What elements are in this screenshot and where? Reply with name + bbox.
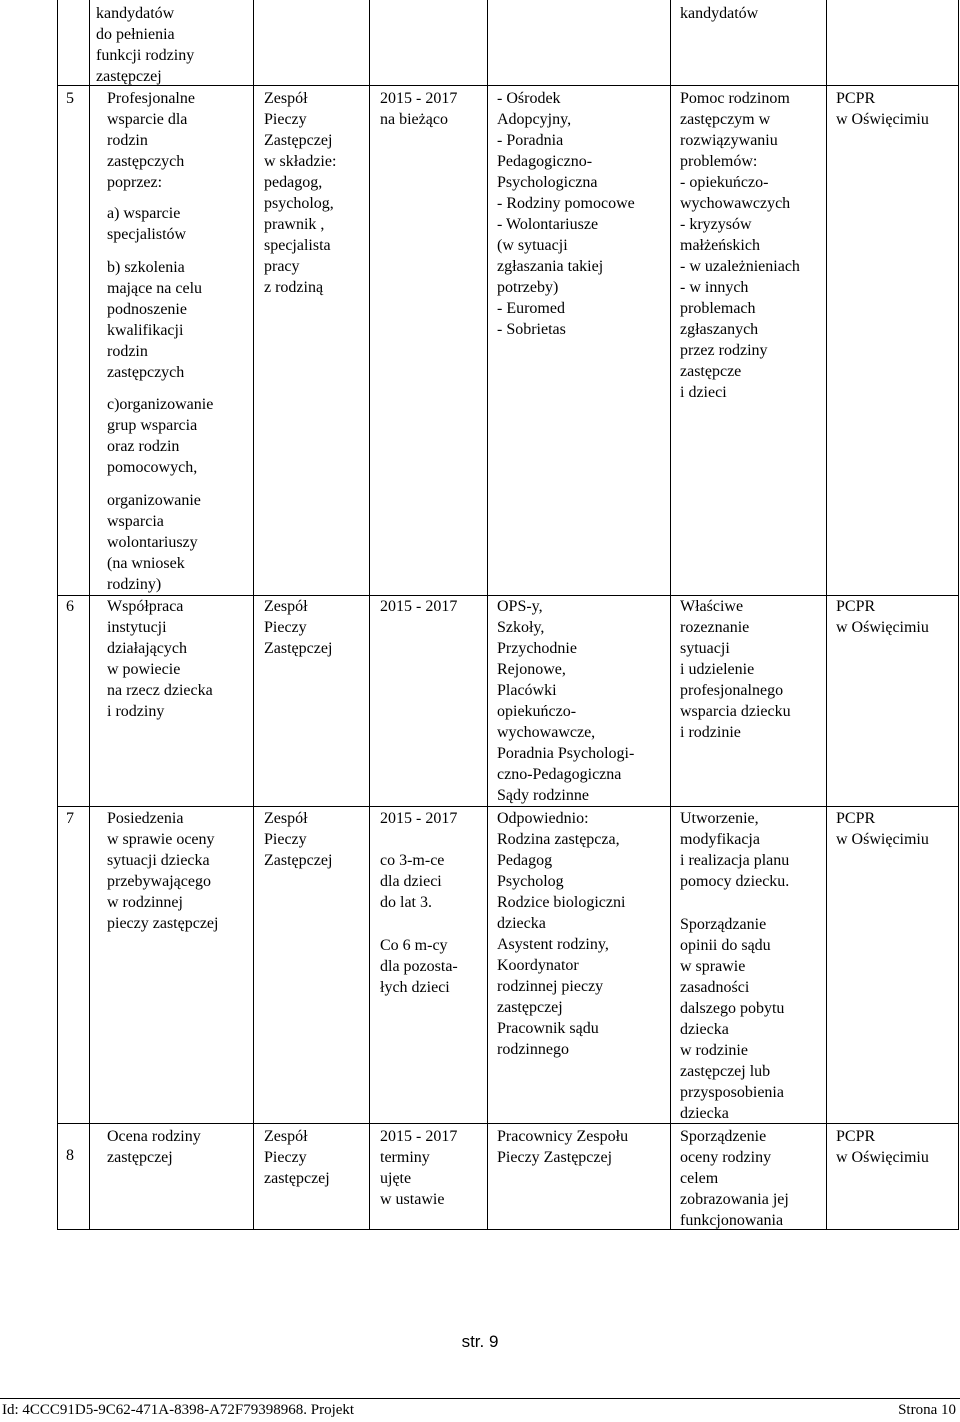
row8-period bbox=[380, 1126, 457, 1210]
cell-text-line: Zespół bbox=[264, 598, 308, 615]
cell-text-line: 8 bbox=[66, 1147, 74, 1164]
cell-text-line: Zastępczej bbox=[264, 852, 333, 869]
row7-executor bbox=[836, 808, 929, 850]
cell-text-line: Posiedzenia bbox=[107, 810, 184, 827]
cell-text-line: celem bbox=[680, 1170, 719, 1187]
row7-period bbox=[380, 808, 457, 829]
row5-task bbox=[107, 88, 195, 193]
cell-text-line: Sporządzenie bbox=[680, 1128, 767, 1145]
cell-text-line: 6 bbox=[66, 598, 74, 615]
cell-text-line: profesjonalnego bbox=[680, 682, 784, 699]
footer-page-label: Strona 10 bbox=[898, 1402, 956, 1418]
cell-text-line: Psychologiczna bbox=[497, 174, 598, 191]
cell-text-line: 5 bbox=[66, 90, 74, 107]
row6-number bbox=[66, 596, 74, 617]
cell-text-line: Zespół bbox=[264, 90, 308, 107]
cell-text-line: działających bbox=[107, 640, 187, 657]
cell-text-line: Pracownik sądu bbox=[497, 1020, 599, 1037]
cell-text-line: 2015 - 2017 bbox=[380, 1128, 458, 1145]
cell-text-line: instytucji bbox=[107, 619, 167, 636]
cell-text-line: PCPR bbox=[836, 598, 876, 615]
cell-text-line: 2015 - 2017 bbox=[380, 810, 458, 827]
cell-text-line: opiekuńczo- bbox=[497, 703, 577, 720]
cell-text-line: wolontariuszy bbox=[107, 534, 198, 551]
cell-text-line: opinii do sądu bbox=[680, 937, 771, 954]
cell-text-line: Szkoły, bbox=[497, 619, 545, 636]
cell-text-line: w sprawie bbox=[680, 958, 746, 975]
cell-text-line: kwalifikacji bbox=[107, 322, 184, 339]
cell-text-line: funkcji rodziny bbox=[96, 47, 195, 64]
cell-text-line: Pieczy bbox=[264, 831, 307, 848]
cell-text-line: przysposobienia bbox=[680, 1084, 784, 1101]
row5-number bbox=[66, 88, 74, 109]
cell-text-line: Adopcyjny, bbox=[497, 111, 572, 128]
cell-text-line: PCPR bbox=[836, 810, 876, 827]
cell-text-line: czno-Pedagogiczna bbox=[497, 766, 622, 783]
cell-text-line: i dzieci bbox=[680, 384, 727, 401]
cell-text-line: małżeńskich bbox=[680, 237, 760, 254]
cell-text-line: - Poradnia bbox=[497, 132, 564, 149]
cell-text-line: Zespół bbox=[264, 810, 308, 827]
row6-executor bbox=[836, 596, 929, 638]
cell-text-line: b) szkolenia bbox=[107, 259, 185, 276]
cell-text-line: pomocy dziecku. bbox=[680, 873, 790, 890]
cell-text-line: rodzin bbox=[107, 343, 148, 360]
cell-text-line: oceny rodziny bbox=[680, 1149, 772, 1166]
cell-text-line: wsparcia bbox=[107, 513, 164, 530]
row5-executor bbox=[836, 88, 929, 130]
table-column-divider bbox=[670, 0, 671, 1230]
cell-text-line: mające na celu bbox=[107, 280, 203, 297]
cell-text-line: - opiekuńczo- bbox=[680, 174, 769, 191]
footer-document-id: Id: 4CCC91D5-9C62-471A-8398-A72F79398968. Projekt bbox=[2, 1402, 355, 1418]
cell-text-line: Ocena rodziny bbox=[107, 1128, 201, 1145]
cell-text-line: psycholog, bbox=[264, 195, 334, 212]
cell-text-line: a) wsparcie bbox=[107, 205, 181, 222]
cell-text-line: z rodziną bbox=[264, 279, 324, 296]
cell-text-line: Koordynator bbox=[497, 957, 579, 974]
cell-text-line: rodzinnej pieczy bbox=[497, 978, 604, 995]
cell-text-line: Placówki bbox=[497, 682, 557, 699]
cell-text-line: ujęte bbox=[380, 1170, 412, 1187]
row8-number bbox=[66, 1145, 74, 1166]
table-column-divider bbox=[369, 0, 370, 1230]
cell-text-line: zgłaszania takiej bbox=[497, 258, 604, 275]
row8-task bbox=[107, 1126, 201, 1168]
cell-text-line: zasadności bbox=[680, 979, 750, 996]
cell-text-line: sytuacji bbox=[680, 640, 730, 657]
row7-effects bbox=[680, 808, 789, 892]
cell-text-line: problemach bbox=[680, 300, 756, 317]
cell-text-line: Odpowiednio: bbox=[497, 810, 589, 827]
cell-text-line: Sądy rodzinne bbox=[497, 787, 589, 804]
cell-text-line: i udzielenie bbox=[680, 661, 755, 678]
cell-text-line: 2015 - 2017 bbox=[380, 598, 458, 615]
cell-text-line: funkcjonowania bbox=[680, 1212, 784, 1229]
cell-text-line: do pełnienia bbox=[96, 26, 175, 43]
cell-text-line: Rodzina zastępcza, bbox=[497, 831, 620, 848]
cell-text-line: Psycholog bbox=[497, 873, 564, 890]
cell-text-line: - Ośrodek bbox=[497, 90, 561, 107]
cell-text-line: Zespół bbox=[264, 1128, 308, 1145]
cell-text-line: rozwiązywaniu bbox=[680, 132, 778, 149]
cell-text-line: Pieczy bbox=[264, 619, 307, 636]
cell-text-line: Profesjonalne bbox=[107, 90, 195, 107]
table-border-right bbox=[958, 0, 959, 1230]
cell-text-line: łych dzieci bbox=[380, 979, 450, 996]
row7-period-note-young bbox=[380, 850, 444, 913]
table-column-divider bbox=[487, 0, 488, 1230]
footer-divider bbox=[0, 1398, 960, 1399]
cell-continued-description bbox=[96, 3, 194, 87]
cell-text-line: i rodziny bbox=[107, 703, 165, 720]
cell-text-line: przez rodziny bbox=[680, 342, 768, 359]
cell-text-line: pomocowych, bbox=[107, 459, 198, 476]
cell-text-line: Pieczy bbox=[264, 111, 307, 128]
cell-text-line: Utworzenie, bbox=[680, 810, 759, 827]
cell-text-line: - Sobrietas bbox=[497, 321, 566, 338]
cell-text-line: rodziny) bbox=[107, 576, 162, 593]
cell-text-line: zgłaszanych bbox=[680, 321, 759, 338]
cell-text-line: zastępczych bbox=[107, 153, 185, 170]
cell-text-line: PCPR bbox=[836, 1128, 876, 1145]
cell-text-line: w powiecie bbox=[107, 661, 181, 678]
cell-text-line: zobrazowania jej bbox=[680, 1191, 789, 1208]
cell-text-line: (na wniosek bbox=[107, 555, 185, 572]
cell-text-line: Sporządzanie bbox=[680, 916, 767, 933]
table-border-left bbox=[57, 0, 58, 1230]
cell-text-line: na bieżąco bbox=[380, 111, 448, 128]
cell-text-line: Pedagog bbox=[497, 852, 553, 869]
cell-text-line: - Rodziny pomocowe bbox=[497, 195, 635, 212]
table-row-divider bbox=[57, 1123, 959, 1124]
cell-text-line: pedagog, bbox=[264, 174, 323, 191]
cell-text-line: Pieczy Zastępczej bbox=[497, 1149, 613, 1166]
row7-number bbox=[66, 808, 74, 829]
row5-task-item-b bbox=[107, 257, 202, 383]
cell-text-line: - w uzależnieniach bbox=[680, 258, 800, 275]
table-column-divider bbox=[253, 0, 254, 1230]
cell-text-line: terminy bbox=[380, 1149, 430, 1166]
cell-text-line: dalszego pobytu bbox=[680, 1000, 785, 1017]
row5-period bbox=[380, 88, 457, 130]
cell-text-line: Co 6 m-cy bbox=[380, 937, 448, 954]
cell-text-line: modyfikacja bbox=[680, 831, 760, 848]
cell-text-line: - Euromed bbox=[497, 300, 565, 317]
cell-text-line: c)organizowanie bbox=[107, 396, 214, 413]
cell-text-line: kandydatów bbox=[96, 5, 175, 22]
cell-text-line: rodzin bbox=[107, 132, 148, 149]
cell-text-line: w rodzinie bbox=[680, 1042, 748, 1059]
row6-task bbox=[107, 596, 213, 722]
cell-text-line: przebywającego bbox=[107, 873, 211, 890]
cell-text-line: organizowanie bbox=[107, 492, 201, 509]
cell-text-line: pieczy zastępczej bbox=[107, 915, 219, 932]
table-column-divider bbox=[826, 0, 827, 1230]
page-number: str. 9 bbox=[461, 1332, 499, 1351]
cell-text-line: - kryzysów bbox=[680, 216, 752, 233]
cell-text-line: w Oświęcimiu bbox=[836, 1149, 929, 1166]
cell-text-line: rozeznanie bbox=[680, 619, 750, 636]
cell-text-line: dziecka bbox=[497, 915, 546, 932]
cell-text-line: w Oświęcimiu bbox=[836, 111, 929, 128]
cell-text-line: problemów: bbox=[680, 153, 758, 170]
cell-text-line: dla pozosta- bbox=[380, 958, 458, 975]
cell-text-line: (w sytuacji bbox=[497, 237, 568, 254]
cell-text-line: Współpraca bbox=[107, 598, 184, 615]
cell-text-line: Asystent rodziny, bbox=[497, 936, 609, 953]
cell-text-line: dziecka bbox=[680, 1021, 729, 1038]
cell-text-line: oraz rodzin bbox=[107, 438, 180, 455]
row8-effects bbox=[680, 1126, 789, 1231]
cell-text-line: podnoszenie bbox=[107, 301, 187, 318]
row6-responsible bbox=[264, 596, 332, 659]
row5-task-item-a bbox=[107, 203, 186, 245]
table-column-divider bbox=[89, 0, 90, 1230]
row5-task-item-c bbox=[107, 394, 213, 478]
cell-text-line: potrzeby) bbox=[497, 279, 559, 296]
cell-text-line: Pieczy bbox=[264, 1149, 307, 1166]
cell-text-line: specjalista bbox=[264, 237, 331, 254]
row7-task bbox=[107, 808, 218, 934]
cell-continued-effects bbox=[680, 3, 758, 24]
cell-text-line: Rejonowe, bbox=[497, 661, 566, 678]
row5-responsible bbox=[264, 88, 336, 298]
cell-text-line: 7 bbox=[66, 810, 74, 827]
cell-text-line: zastępczej bbox=[96, 68, 162, 85]
cell-text-line: zastępczej bbox=[264, 1170, 330, 1187]
row5-task-item-d bbox=[107, 490, 201, 595]
cell-text-line: 2015 - 2017 bbox=[380, 90, 458, 107]
table-row-divider bbox=[57, 806, 959, 807]
cell-text-line: do lat 3. bbox=[380, 894, 432, 911]
cell-text-line: prawnik , bbox=[264, 216, 325, 233]
row7-responsible bbox=[264, 808, 332, 871]
cell-text-line: Pedagogiczno- bbox=[497, 153, 593, 170]
cell-text-line: wsparcie dla bbox=[107, 111, 188, 128]
row5-partners bbox=[497, 88, 635, 340]
cell-text-line: wychowawcze, bbox=[497, 724, 596, 741]
cell-text-line: Rodzice biologiczni bbox=[497, 894, 626, 911]
cell-text-line: PCPR bbox=[836, 90, 876, 107]
cell-text-line: w rodzinnej bbox=[107, 894, 183, 911]
cell-text-line: pracy bbox=[264, 258, 300, 275]
table-border-bottom bbox=[57, 1229, 959, 1230]
cell-text-line: Pracownicy Zespołu bbox=[497, 1128, 629, 1145]
cell-text-line: Zastępczej bbox=[264, 640, 333, 657]
row8-partners bbox=[497, 1126, 628, 1168]
cell-text-line: dla dzieci bbox=[380, 873, 442, 890]
cell-text-line: i rodzinie bbox=[680, 724, 741, 741]
row7-period-note-other bbox=[380, 935, 458, 998]
cell-text-line: Zastępczej bbox=[264, 132, 333, 149]
row8-responsible bbox=[264, 1126, 330, 1189]
cell-text-line: zastępczym w bbox=[680, 111, 771, 128]
cell-text-line: zastępczej bbox=[107, 1149, 173, 1166]
row5-effects bbox=[680, 88, 800, 403]
cell-text-line: kandydatów bbox=[680, 5, 759, 22]
cell-text-line: na rzecz dziecka bbox=[107, 682, 213, 699]
cell-text-line: w ustawie bbox=[380, 1191, 445, 1208]
cell-text-line: w składzie: bbox=[264, 153, 337, 170]
cell-text-line: sytuacji dziecka bbox=[107, 852, 210, 869]
cell-text-line: - Wolontariusze bbox=[497, 216, 599, 233]
cell-text-line: co 3-m-ce bbox=[380, 852, 445, 869]
cell-text-line: wychowawczych bbox=[680, 195, 791, 212]
cell-text-line: w Oświęcimiu bbox=[836, 619, 929, 636]
cell-text-line: Pomoc rodzinom bbox=[680, 90, 790, 107]
cell-text-line: w sprawie oceny bbox=[107, 831, 215, 848]
cell-text-line: w Oświęcimiu bbox=[836, 831, 929, 848]
row6-effects bbox=[680, 596, 791, 743]
row7-partners bbox=[497, 808, 625, 1060]
cell-text-line: - w innych bbox=[680, 279, 749, 296]
cell-text-line: specjalistów bbox=[107, 226, 187, 243]
row7-effects-opinion bbox=[680, 914, 784, 1124]
cell-text-line: rodzinnego bbox=[497, 1041, 569, 1058]
cell-text-line: grup wsparcia bbox=[107, 417, 198, 434]
cell-text-line: zastępczych bbox=[107, 364, 185, 381]
cell-text-line: zastępcze bbox=[680, 363, 742, 380]
cell-text-line: i realizacja planu bbox=[680, 852, 790, 869]
cell-text-line: dziecka bbox=[680, 1105, 729, 1122]
cell-text-line: zastępczej lub bbox=[680, 1063, 771, 1080]
cell-text-line: zastępczej bbox=[497, 999, 563, 1016]
cell-text-line: poprzez: bbox=[107, 174, 163, 191]
cell-text-line: Przychodnie bbox=[497, 640, 577, 657]
row6-period bbox=[380, 596, 457, 617]
cell-text-line: wsparcia dziecku bbox=[680, 703, 791, 720]
cell-text-line: OPS-y, bbox=[497, 598, 543, 615]
cell-text-line: Właściwe bbox=[680, 598, 744, 615]
row8-executor bbox=[836, 1126, 929, 1168]
row6-partners bbox=[497, 596, 634, 806]
cell-text-line: Poradnia Psychologi- bbox=[497, 745, 635, 762]
